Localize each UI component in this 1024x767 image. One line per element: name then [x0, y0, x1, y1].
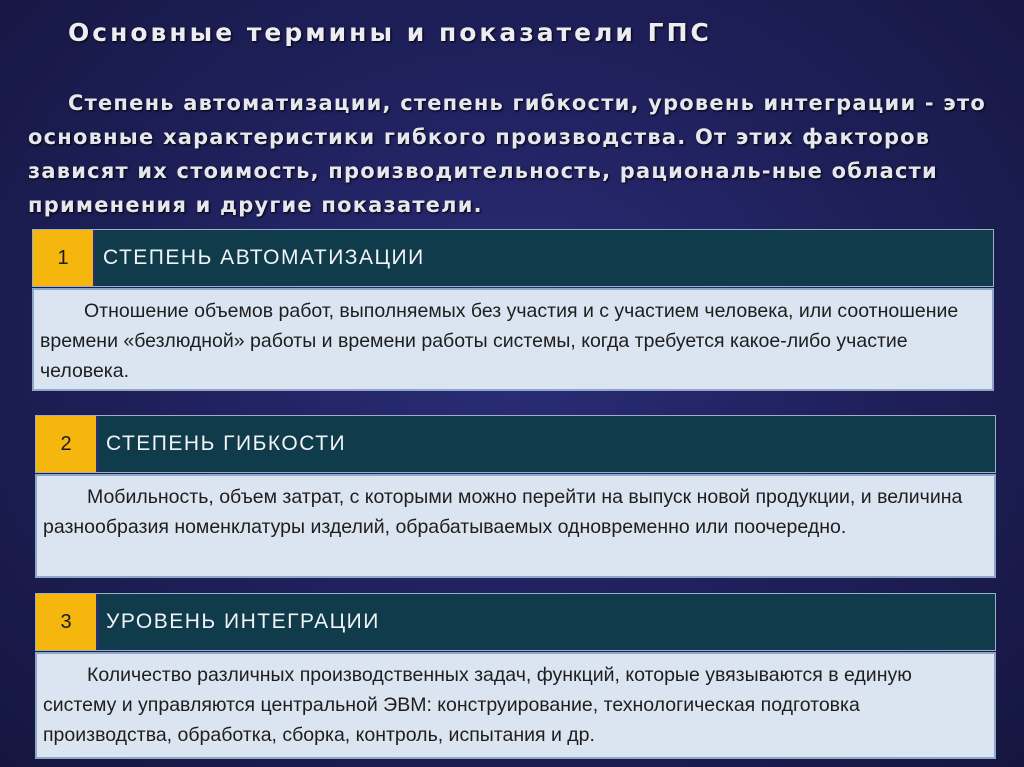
item-3-description — [35, 652, 996, 759]
item-1-description-text: Отношение объемов работ, выполняемых без участия и с участием человека, или соотношение времени «безлюдной» работы и времени работы системы, когда требуется какое-либо участие человека. — [40, 300, 959, 382]
item-1-label: СТЕПЕНЬ АВТОМАТИЗАЦИИ — [95, 230, 993, 286]
item-3-header — [35, 593, 996, 651]
item-3-number-badge: 3 — [36, 594, 98, 650]
intro-text: Степень автоматизации, степень гибкости, уровень интеграции - это основные характеристики гибкого производства. От этих факторов зависят их стоимость, производительность, рациональ-ные области применения и другие показатели. — [28, 91, 986, 217]
item-2-description — [35, 474, 996, 578]
intro-paragraph — [28, 86, 998, 222]
item-3-label: УРОВЕНЬ ИНТЕГРАЦИИ — [98, 594, 995, 650]
item-2-label: СТЕПЕНЬ ГИБКОСТИ — [98, 416, 995, 472]
item-3-description-text: Количество различных производственных задач, функций, которые увязываются в единую систему и управляются центральной ЭВМ: конструирование, технологическая подготовка производства, обработка, сборка, контроль, испытания и др. — [43, 664, 912, 746]
item-1-header — [32, 229, 994, 287]
item-2-header — [35, 415, 996, 473]
item-1-description — [32, 288, 994, 391]
slide-title: Основные термины и показатели ГПС — [68, 18, 712, 47]
item-2-description-text: Мобильность, объем затрат, с которыми можно перейти на выпуск новой продукции, и величина разнообразия номенклатуры изделий, обрабатываемых одновременно или поочередно. — [43, 486, 963, 538]
item-2-number-badge: 2 — [36, 416, 98, 472]
item-1-number-badge: 1 — [33, 230, 95, 286]
